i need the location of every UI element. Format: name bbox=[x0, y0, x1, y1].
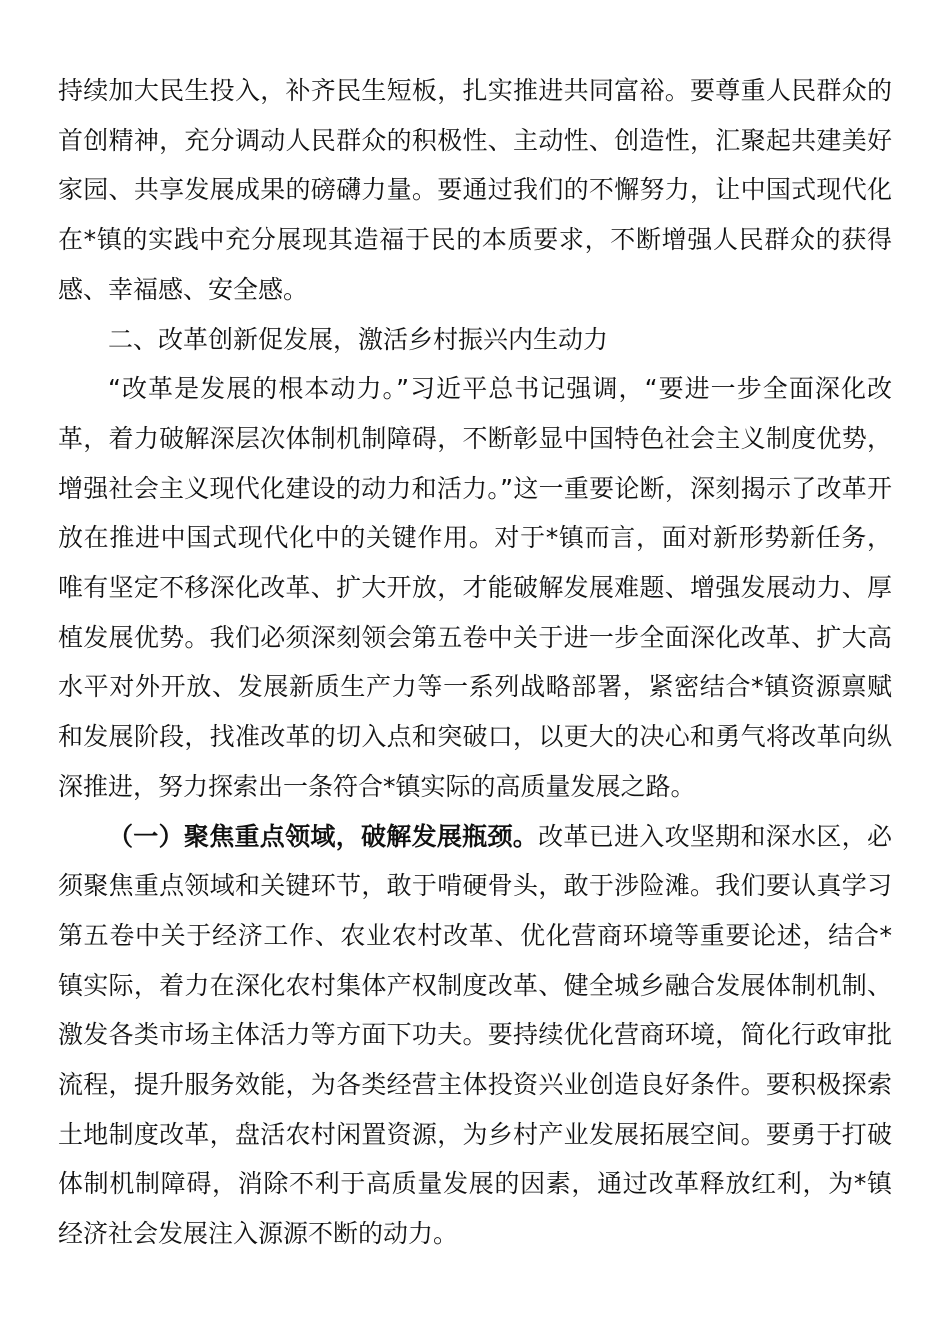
subheading-key-areas: （一）聚焦重点领域，破解发展瓶颈。 bbox=[108, 821, 539, 851]
paragraph-people-livelihood: 持续加大民生投入，补齐民生短板，扎实推进共同富裕。要尊重人民群众的首创精神，充分调动人民群众的积极性、主动性、创造性，汇聚起共建美好家园、共享发展成果的磅礴力量。要通过我们的不懈努力，让中国式现代化在*镇的实践中充分展现其造福于民的本质要求，不断增强人民群众的获得感、幸福感、安全感。 bbox=[58, 76, 892, 304]
section-heading-reform: 二、改革创新促发展，激活乡村振兴内生动力 bbox=[108, 324, 609, 354]
paragraph-key-areas-body: 改革已进入攻坚期和深水区，必须聚焦重点领域和关键环节，敢于啃硬骨头，敢于涉险滩。我们要认真学习第五卷中关于经济工作、农业农村改革、优化营商环境等重要论述，结合*镇实际，着力在深化农村集体产权制度改革、健全城乡融合发展体制机制、激发各类市场主体活力等方面下功夫。要持续优化营商环境，简化行政审批流程，提升服务效能，为各类经营主体投资兴业创造良好条件。要积极探索土地制度改革，盘活农村闲置资源，为乡村产业发展拓展空间。要勇于打破体制机制障碍，消除不利于高质量发展的因素，通过改革释放红利，为*镇经济社会发展注入源源不断的动力。 bbox=[58, 821, 892, 1249]
document-page bbox=[58, 66, 892, 1259]
paragraph-reform-quote: “改革是发展的根本动力。”习近平总书记强调，“要进一步全面深化改革，着力破解深层次体制机制障碍，不断彰显中国特色社会主义制度优势，增强社会主义现代化建设的动力和活力。”这一重要论断，深刻揭示了改革开放在推进中国式现代化中的关键作用。对于*镇而言，面对新形势新任务，唯有坚定不移深化改革、扩大开放，才能破解发展难题、增强发展动力、厚植发展优势。我们必须深刻领会第五卷中关于进一步全面深化改革、扩大高水平对外开放、发展新质生产力等一系列战略部署，紧密结合*镇资源禀赋和发展阶段，找准改革的切入点和突破口，以更大的决心和勇气将改革向纵深推进，努力探索出一条符合*镇实际的高质量发展之路。 bbox=[58, 374, 892, 801]
paragraph-key-areas bbox=[58, 812, 892, 1259]
